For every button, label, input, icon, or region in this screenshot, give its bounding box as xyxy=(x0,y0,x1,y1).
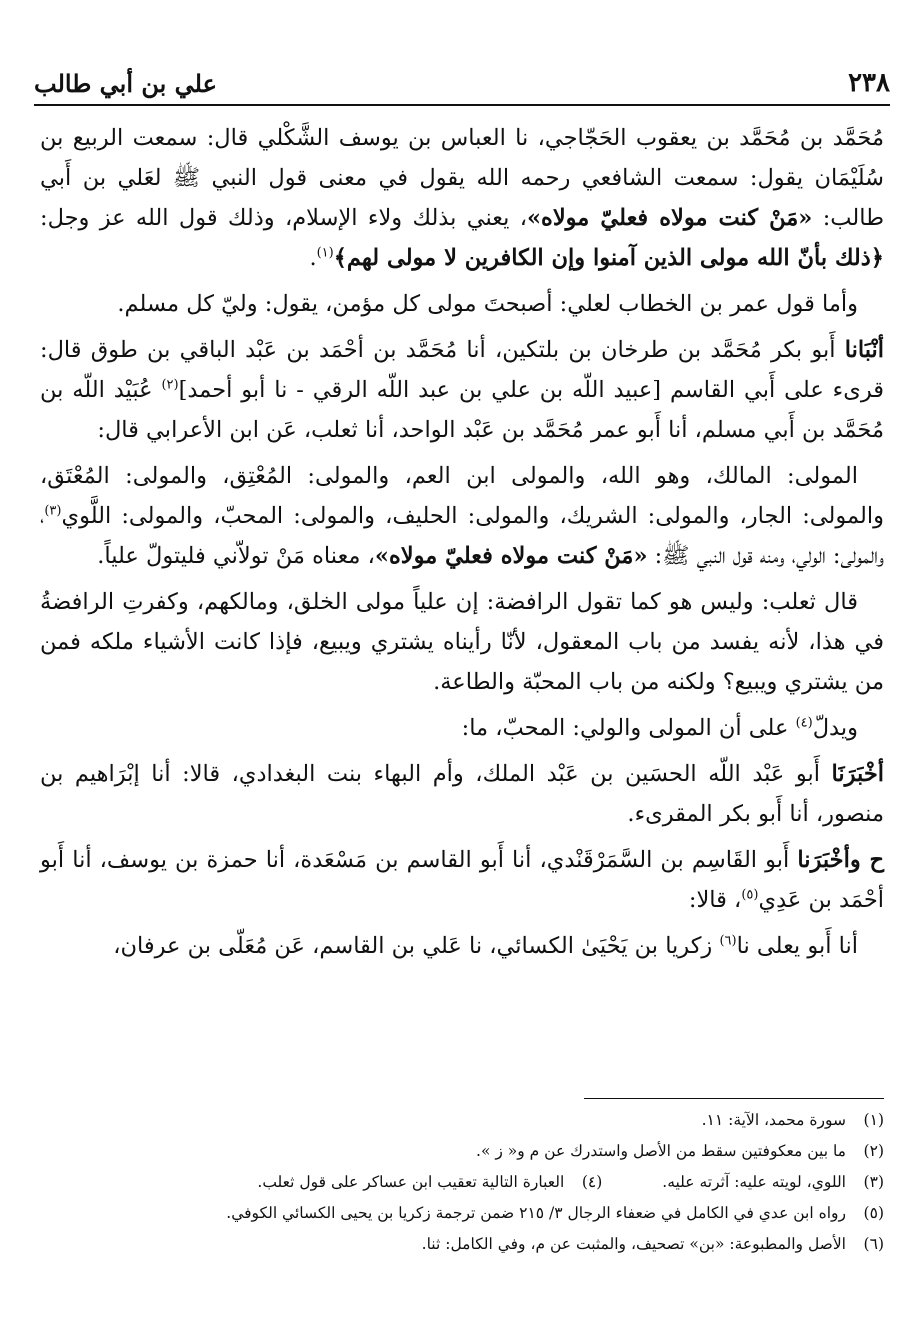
footnote-ref: (٢) xyxy=(161,377,179,393)
footnote-number: (١) xyxy=(863,1111,884,1129)
footnote-text: الأصل والمطبوعة: «بن» تصحيف، والمثبت عن م، وفي الكامل: ثنا. xyxy=(421,1235,846,1253)
page-header xyxy=(34,58,890,106)
footnote-number: (٤) xyxy=(581,1173,603,1191)
text-run: أَبو بكر مُحَمَّد بن طرخان بن بلتكين، أنا مُحَمَّد بن أحْمَد بن عَبْد الباقي بن طوق قال: قرىء على أَبي القاسم [عبيد اللّه بن علي بن عبد اللّه الرقي - نا أبو أحمد] xyxy=(40,337,885,403)
text-run: زكريا بن يَحْيَىٰ الكسائي، نا عَلي بن القاسم، عَن مُعَلّى بن عرفان، xyxy=(113,933,720,959)
footnotes xyxy=(40,1098,884,1260)
text-run: ، والمولى: الولي، ومنه قول النبي ﷺ: xyxy=(40,503,884,569)
footnote-text: اللوي، لويته عليه: آثرته عليه. xyxy=(662,1173,846,1191)
bold-phrase: «مَنْ كنت مولاه فعليّ مولاه» xyxy=(374,543,648,569)
footnote-2 xyxy=(40,1136,884,1167)
text-run: قال ثعلب: وليس هو كما تقول الرافضة: إن علياً مولى الخلق، ومالكهم، وكفرتِ الرافضةُ في هذا، لأنه يفسد من باب المعقول، لأنّا رأيناه يشتري ويبيع، فإذا كانت الأشياء ملكه فمن من يشتري ويبيع؟ ولكنه من باب المحبّة والطاعة. xyxy=(40,589,884,695)
text-run: . xyxy=(309,245,317,271)
paragraph-p9 xyxy=(40,926,884,966)
bold-phrase: ﴿ذلك بأنّ الله مولى الذين آمنوا وإن الكافرين لا مولى لهم﴾ xyxy=(333,245,884,271)
footnote-text: العبارة التالية تعقيب ابن عساكر على قول ثعلب. xyxy=(257,1173,565,1191)
paragraph-p1 xyxy=(40,118,884,278)
text-run: أَبو القَاسِم بن السَّمَرْقَنْدي، أنا أَبو القاسم بن مَسْعَدة، أنا حمزة بن يوسف، أنا أَبو أحْمَد بن عَدِي xyxy=(40,847,884,913)
bold-phrase: أنْبَانا xyxy=(844,337,884,363)
footnote-ref: (٣) xyxy=(44,503,62,519)
running-title: علي بن أبي طالب xyxy=(34,69,217,98)
footnote-number: (٦) xyxy=(863,1235,884,1253)
paragraph-p6 xyxy=(40,708,884,748)
footnote-number: (٥) xyxy=(863,1204,884,1222)
footnote-ref: (٤) xyxy=(795,715,813,731)
text-run: ، معناه مَنْ تولاّني فليتولّ علياً. xyxy=(97,543,375,569)
footnote-3 xyxy=(662,1167,884,1198)
footnote-number: (٣) xyxy=(863,1173,884,1191)
page-number: ٢٣٨ xyxy=(848,68,890,98)
text-run: المولى: المالك، وهو الله، والمولى ابن العم، والمولى: المُعْتِق، والمولى: المُعْتَق، والمولى: الجار، والمولى: الشريك، والمولى: الحليف، والمولى: المحبّ، والمولى: اللَّوي xyxy=(40,463,884,529)
text-run: أَبو عَبْد اللّه الحسَين بن عَبْد الملك، وأم البهاء بنت البغدادي، قالا: أنا إبْرَاهيم بن منصور، أنا أَبو بكر المقرىء. xyxy=(40,761,884,827)
text-run: على أن المولى والولي: المحبّ، ما: xyxy=(461,715,796,741)
footnote-5 xyxy=(40,1198,884,1229)
paragraph-p8 xyxy=(40,840,884,920)
footnote-4 xyxy=(257,1167,602,1198)
paragraph-p2 xyxy=(40,284,884,324)
footnote-ref: (١) xyxy=(316,245,334,261)
text-run: ويدلّ xyxy=(812,715,858,741)
text-run: أنا أَبو يعلى نا xyxy=(736,933,858,959)
footnote-ref: (٦) xyxy=(719,933,737,949)
text-run: مُحَمَّد بن مُحَمَّد بن يعقوب الحَجّاجي، نا العباس بن يوسف الشَّكْلي قال: سمعت الربيع بن سُلَيْمَان يقول: سمعت الشافعي رحمه الله يقول في معنى قول النبي ﷺ لعَلي بن أَبي طالب: xyxy=(40,125,885,231)
text-run: ، قالا: xyxy=(688,887,742,913)
footnote-6 xyxy=(40,1229,884,1260)
footnote-text: رواه ابن عدي في الكامل في ضعفاء الرجال ٣/ ٢١٥ ضمن ترجمة زكريا بن يحيى الكسائي الكوفي. xyxy=(226,1204,846,1222)
text-run: عُبَيْد اللّه بن مُحَمَّد بن أَبي مسلم، أنا أَبو عمر مُحَمَّد بن عَبْد الواحد، أنا ثعلب، عَن ابن الأعرابي قال: xyxy=(40,377,884,443)
text-run: ، يعني بذلك ولاء الإسلام، وذلك قول الله عز وجل: xyxy=(40,205,527,231)
footnote-text: سورة محمد، الآية: ١١. xyxy=(701,1111,846,1129)
footnote-rule xyxy=(584,1098,884,1099)
bold-phrase: أخْبَرَنَا xyxy=(831,761,884,787)
footnote-1 xyxy=(40,1105,884,1136)
paragraph-p5 xyxy=(40,582,884,702)
text-run: وأما قول عمر بن الخطاب لعلي: أصبحتَ مولى كل مؤمن، يقول: وليّ كل مسلم. xyxy=(117,291,858,317)
bold-phrase: «مَنْ كنت مولاه فعليّ مولاه» xyxy=(526,205,813,231)
bold-phrase: ح وأخْبَرَنا xyxy=(797,847,884,873)
paragraph-p7 xyxy=(40,754,884,834)
paragraph-p4 xyxy=(40,456,884,576)
footnote-number: (٢) xyxy=(863,1142,884,1160)
paragraph-p3 xyxy=(40,330,884,450)
footnote-row-3-4 xyxy=(40,1167,884,1198)
footnote-text: ما بين معكوفتين سقط من الأصل واستدرك عن م و« ز ». xyxy=(476,1142,846,1160)
footnote-ref: (٥) xyxy=(741,887,759,903)
main-text xyxy=(40,118,884,972)
